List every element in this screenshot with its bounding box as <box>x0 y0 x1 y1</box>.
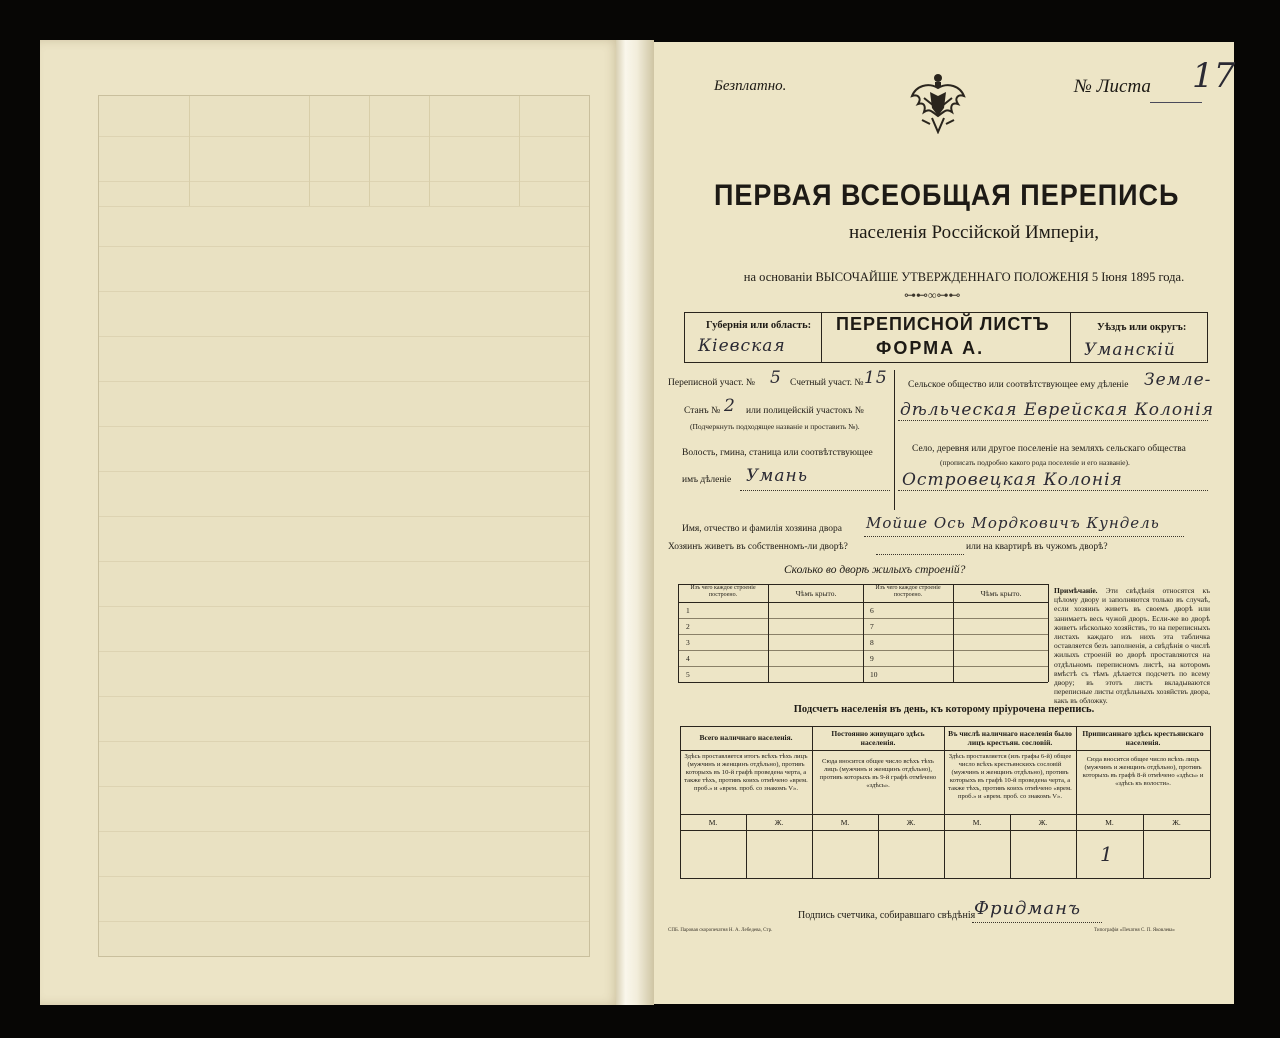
count-col-title: Приписаннаго здѣсь крестьянскаго населенія. <box>1082 729 1204 747</box>
building-row-num: 10 <box>870 670 878 679</box>
signature-label: Подпись счетчика, собиравшаго свѣдѣнія <box>798 910 976 921</box>
printer-right: Типографія «Печатня С. П. Яковлева» <box>1094 928 1175 933</box>
count-col-title: Въ числѣ наличнаго населенія было лицъ крестьян. сословій. <box>948 729 1072 747</box>
printer-left: СПБ. Паровая скоропечатня Н. А. Лебедева, Стр. <box>668 928 773 933</box>
male-label: М. <box>708 818 718 827</box>
note-text: Эти свѣдѣнія относятся къ цѣлому двору и заполняются только въ случаѣ, если хозяинъ живетъ въ своемъ дворѣ или занимаетъ весь чужой дворъ. Если-же во дворѣ живетъ нѣсколько хозяйствъ, то на переписныхъ листахъ каждаго изъ нихъ эта табличка оставляется безъ заполненія, а свѣдѣнія о числѣ жилыхъ строеній во дворѣ проставляются на отдѣльномъ переписномъ листѣ, на которомъ вмѣстѣ съ тѣмъ дѣлается подсчетъ по всему двору; въ этотъ листъ вкладываются переписные листы отдѣльныхъ хозяйствъ двора, какъ въ обложку. <box>1054 586 1211 706</box>
buildings-note <box>1054 586 1210 706</box>
owner-lives-rest: или на квартирѣ въ чужомъ дворѣ? <box>966 542 1108 552</box>
male-label: М. <box>1105 818 1114 827</box>
female-label: Ж. <box>906 818 916 827</box>
count-area-value: 15 <box>864 368 888 388</box>
owner-name-value: Мойше Ось Мордковичъ Кундель <box>866 514 1160 532</box>
stan-note: (Подчеркнуть подходящее названіе и проставить №). <box>690 422 860 431</box>
col-roof-right: Чѣмъ крыто. <box>980 589 1022 598</box>
building-row-num: 5 <box>686 670 690 679</box>
count-col-desc: Сюда вносится общее число всѣхъ лицъ (мужчинъ и женщинъ отдѣльно), противъ которыхъ въ графѣ 8-й отмѣчено «здѣсь» и «здѣсь къ волости». <box>1082 756 1204 787</box>
building-row-num: 9 <box>870 654 874 663</box>
building-row-num: 2 <box>686 622 690 631</box>
uezd-label: Уѣздъ или округъ: <box>1097 322 1187 333</box>
village-label: Село, деревня или другое поселеніе на земляхъ сельскаго общества <box>912 444 1186 454</box>
gubernia-label: Губернія или область: <box>706 320 812 331</box>
left-ghost-sheet <box>98 95 590 957</box>
form-title: ПЕРЕПИСНОЙ ЛИСТЪ <box>836 314 1050 334</box>
building-row-num: 6 <box>870 606 874 615</box>
count-col-desc: Здѣсь проставляется (изъ графы 6-й) общее число всѣхъ крестьянскихъ сословій (мужчинъ и женщинъ отдѣльно), противъ которыхъ въ графѣ 10-й проведена черта, а также тѣхъ, противъ коихъ отмѣчено «врем. проб.» и «врем. проб. со знакомъ V». <box>948 753 1072 800</box>
count-heading: Подсчетъ населенія въ день, къ которому пріурочена перепись. <box>793 704 1095 715</box>
imperial-eagle-emblem <box>910 72 966 134</box>
count-col-title: Постоянно живущаго здѣсь населенія. <box>831 729 925 747</box>
free-label: Безплатно. <box>714 78 787 94</box>
book-spine <box>616 40 654 1005</box>
female-label: Ж. <box>774 818 784 827</box>
buildings-question: Сколько во дворѣ жилыхъ строеній? <box>784 564 966 576</box>
female-label: Ж. <box>1038 818 1048 827</box>
census-area-label: Переписной участ. № <box>668 378 755 388</box>
sheet-number-value: 17 <box>1192 56 1236 96</box>
left-page <box>40 40 620 1005</box>
society-value-2: дѣльческая Еврейская Колонія <box>900 400 1214 420</box>
population-count-table <box>680 726 1210 880</box>
building-row-num: 1 <box>686 606 690 615</box>
male-label: М. <box>840 818 850 827</box>
form-subtitle: ФОРМА А. <box>876 338 985 358</box>
count-area-label: Счетный участ. № <box>790 378 864 388</box>
count-col-desc: Здѣсь проставляется итогъ всѣхъ тѣхъ лицъ (мужчинъ и женщинъ отдѣльно), противъ которыхъ въ 10-й графѣ проведена черта, а также тѣхъ, противъ коихъ отмѣчено «врем. проб.» и «врем. проб. со знакомъ V». <box>684 753 808 792</box>
census-subtitle: населенія Россійской Имперіи, <box>848 222 1100 243</box>
col-roof-left: Чѣмъ крыто. <box>795 589 837 598</box>
village-note: (прописать подробно какого рода поселеніе и его названіе). <box>940 458 1130 467</box>
col-material-left: Изъ чего каждое строеніе построено. <box>690 585 756 598</box>
census-form-page <box>654 42 1234 1004</box>
sheet-number-label: № Листа <box>1074 76 1151 97</box>
uezd-value: Уманскій <box>1084 340 1176 360</box>
building-row-num: 7 <box>870 622 874 631</box>
volost-label: Волость, гмина, станица или соотвѣтствующее <box>682 448 873 458</box>
owner-lives-label: Хозяинъ живетъ въ собственномъ-ли дворѣ? <box>668 542 848 552</box>
stan-value: 2 <box>724 396 736 416</box>
female-label: Ж. <box>1172 818 1181 827</box>
count-col-desc: Сюда вносится общее число всѣхъ тѣхъ лицъ (мужчинъ и женщинъ отдѣльно), противъ которыхъ въ 9-й графѣ отмѣчено «здѣсь». <box>819 758 937 789</box>
stan-rest: или полицейскій участокъ № <box>746 406 864 416</box>
building-row-num: 8 <box>870 638 874 647</box>
volost-value: Умань <box>746 466 808 486</box>
building-row-num: 4 <box>686 654 690 663</box>
signature-value: Фридманъ <box>974 898 1081 919</box>
owner-name-label: Имя, отчество и фамилія хозяина двора <box>682 524 842 534</box>
col-material-right: Изъ чего каждое строеніе построено. <box>875 585 941 598</box>
gubernia-value: Кіевская <box>698 336 786 356</box>
census-basis: на основаніи ВЫСОЧАЙШЕ УТВЕРЖДЕННАГО ПОЛОЖЕНІЯ 5 Іюня 1895 года. <box>743 270 1185 284</box>
village-value: Островецкая Колонія <box>902 470 1123 490</box>
note-title: Примѣчаніе. <box>1054 586 1098 595</box>
building-row-num: 3 <box>686 638 690 647</box>
volost-label-2: имъ дѣленіе <box>682 475 732 485</box>
count-col-title: Всего наличнаго населенія. <box>699 733 793 742</box>
buildings-table <box>678 584 1048 684</box>
stan-label: Станъ № <box>684 406 721 416</box>
ornament: ⊶⊷∞⊶⊷ <box>904 288 961 302</box>
male-label: М. <box>972 818 982 827</box>
census-area-value: 5 <box>770 368 782 388</box>
census-title: ПЕРВАЯ ВСЕОБЩАЯ ПЕРЕПИСЬ <box>714 178 1180 212</box>
count-value-peasant-registered-male: 1 <box>1100 842 1114 866</box>
society-label: Сельское общество или соотвѣтствующее ему дѣленіе <box>908 380 1129 390</box>
society-value: Земле- <box>1144 370 1212 390</box>
